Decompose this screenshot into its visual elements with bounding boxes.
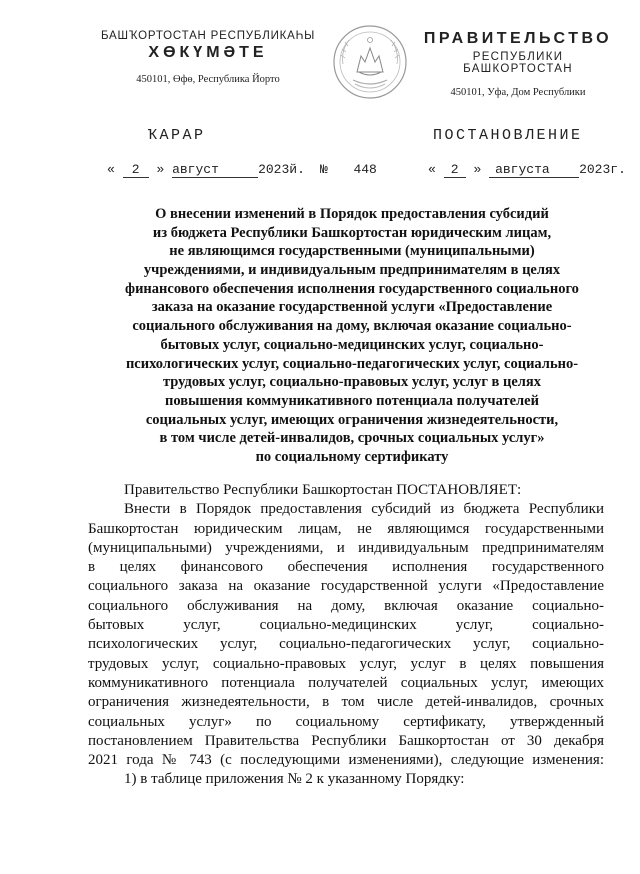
doc-type-bashkir: ҠАРАР [148,127,206,144]
body-line: (муниципальными) учреждениями, и индивидуальным предпринимателям [88,539,604,556]
body-line: трудовых услуг, социально-правовых услуг, услуг в целях повышения [88,655,604,672]
title-line: трудовых услуг, социально-правовых услуг, услуг в целях [162,374,542,391]
body-line: в целях финансового обеспечения исполнения государственного [88,559,604,576]
document-number [320,162,377,177]
body-line: социального заказа на оказание государственной услуги «Предоставление [88,578,604,595]
date-open-quote: « [107,162,115,177]
document-body [88,481,604,790]
body-line: социальных услуг» по социальному сертификату, утвержденный [88,713,604,730]
header-russian-block [418,30,618,98]
date-year: 2023г. [579,162,626,177]
date-close-quote: » [473,162,482,177]
title-line: социальных услуг, имеющих ограничения жизнедеятельности, [145,411,559,428]
body-line: Правительство Республики Башкортостан ПОСТАНОВЛЯЕТ: [124,482,522,498]
bashkortostan-coat-of-arms-icon [331,22,409,100]
header-bashkir-address: 450101, Өфө, Республика Йорто [136,74,280,85]
date-day: 2 [123,163,149,178]
title-line: повышения коммуникативного потенциала получателей [165,392,539,409]
title-line: учреждениями, и индивидуальным предпринимателям в целях [143,262,561,279]
header-bashkir-block [92,30,324,85]
date-close-quote: » [156,162,165,177]
header-russian-government: ПРАВИТЕЛЬСТВО [423,30,613,47]
body-line: Внести в Порядок предоставления субсидий из бюджета Республики [124,501,604,518]
title-line: О внесении изменений в Порядок предоставления субсидий [155,206,549,222]
date-day: 2 [444,163,466,178]
title-line: бытовых услуг, социально-медицинских услуг, социально- [160,336,544,353]
title-line: не являющимся государственными (муниципальными) [169,243,535,260]
date-year: 2023й. [258,162,305,177]
title-line: в том числе детей-инвалидов, срочных социальных услуг» [159,430,545,447]
number-value: 448 [353,162,377,177]
body-line: Башкортостан юридическим лицам, не являющимся государственными [88,520,604,537]
body-line: социального обслуживания на дому, включая оказание социально- [88,597,604,614]
date-month: август [172,163,258,178]
body-line: постановлением Правительства Республики Башкортостан от 30 декабря [88,732,604,749]
body-line: бытовых услуг, социально-медицинских услуг, социально- [88,617,604,634]
title-line: заказа на оказание государственной услуги «Предоставление [151,299,553,316]
date-russian [428,162,626,178]
document-title [92,205,612,467]
header-russian-address: 450101, Уфа, Дом Республики [450,87,586,98]
header-bashkir-government: ХӨКҮМӘТЕ [148,44,268,61]
body-line: коммуникативного потенциала получателей социальных услуг, имеющих [88,674,604,691]
date-month: августа [489,163,579,178]
date-bashkir [107,162,305,178]
body-line: ограничения жизнедеятельности, в том числе детей-инвалидов, срочных [88,694,604,711]
title-line: социального обслуживания на дому, включая оказание социально- [132,318,572,335]
title-line: из бюджета Республики Башкортостан юридическим лицам, [152,224,552,241]
body-line: 2021 года № 743 (с последующими изменениями), следующие изменения: [88,752,604,769]
date-open-quote: « [428,162,436,177]
title-line: финансового обеспечения исполнения государственного социального [125,280,579,297]
body-line: психологических услуг, социально-педагогических услуг, социально- [88,636,604,653]
doc-type-russian: ПОСТАНОВЛЕНИЕ [433,127,583,144]
header-russian-republic: РЕСПУБЛИКИ БАШКОРТОСТАН [463,51,573,75]
body-line: 1) в таблице приложения № 2 к указанному Порядку: [124,771,465,788]
title-line: по социальному сертификату [255,448,449,465]
title-line: психологических услуг, социально-педагогических услуг, социально- [125,355,579,372]
header-bashkir-republic: БАШҠОРТОСТАН РЕСПУБЛИКАҺЫ [100,30,316,42]
number-sign: № [320,162,328,177]
